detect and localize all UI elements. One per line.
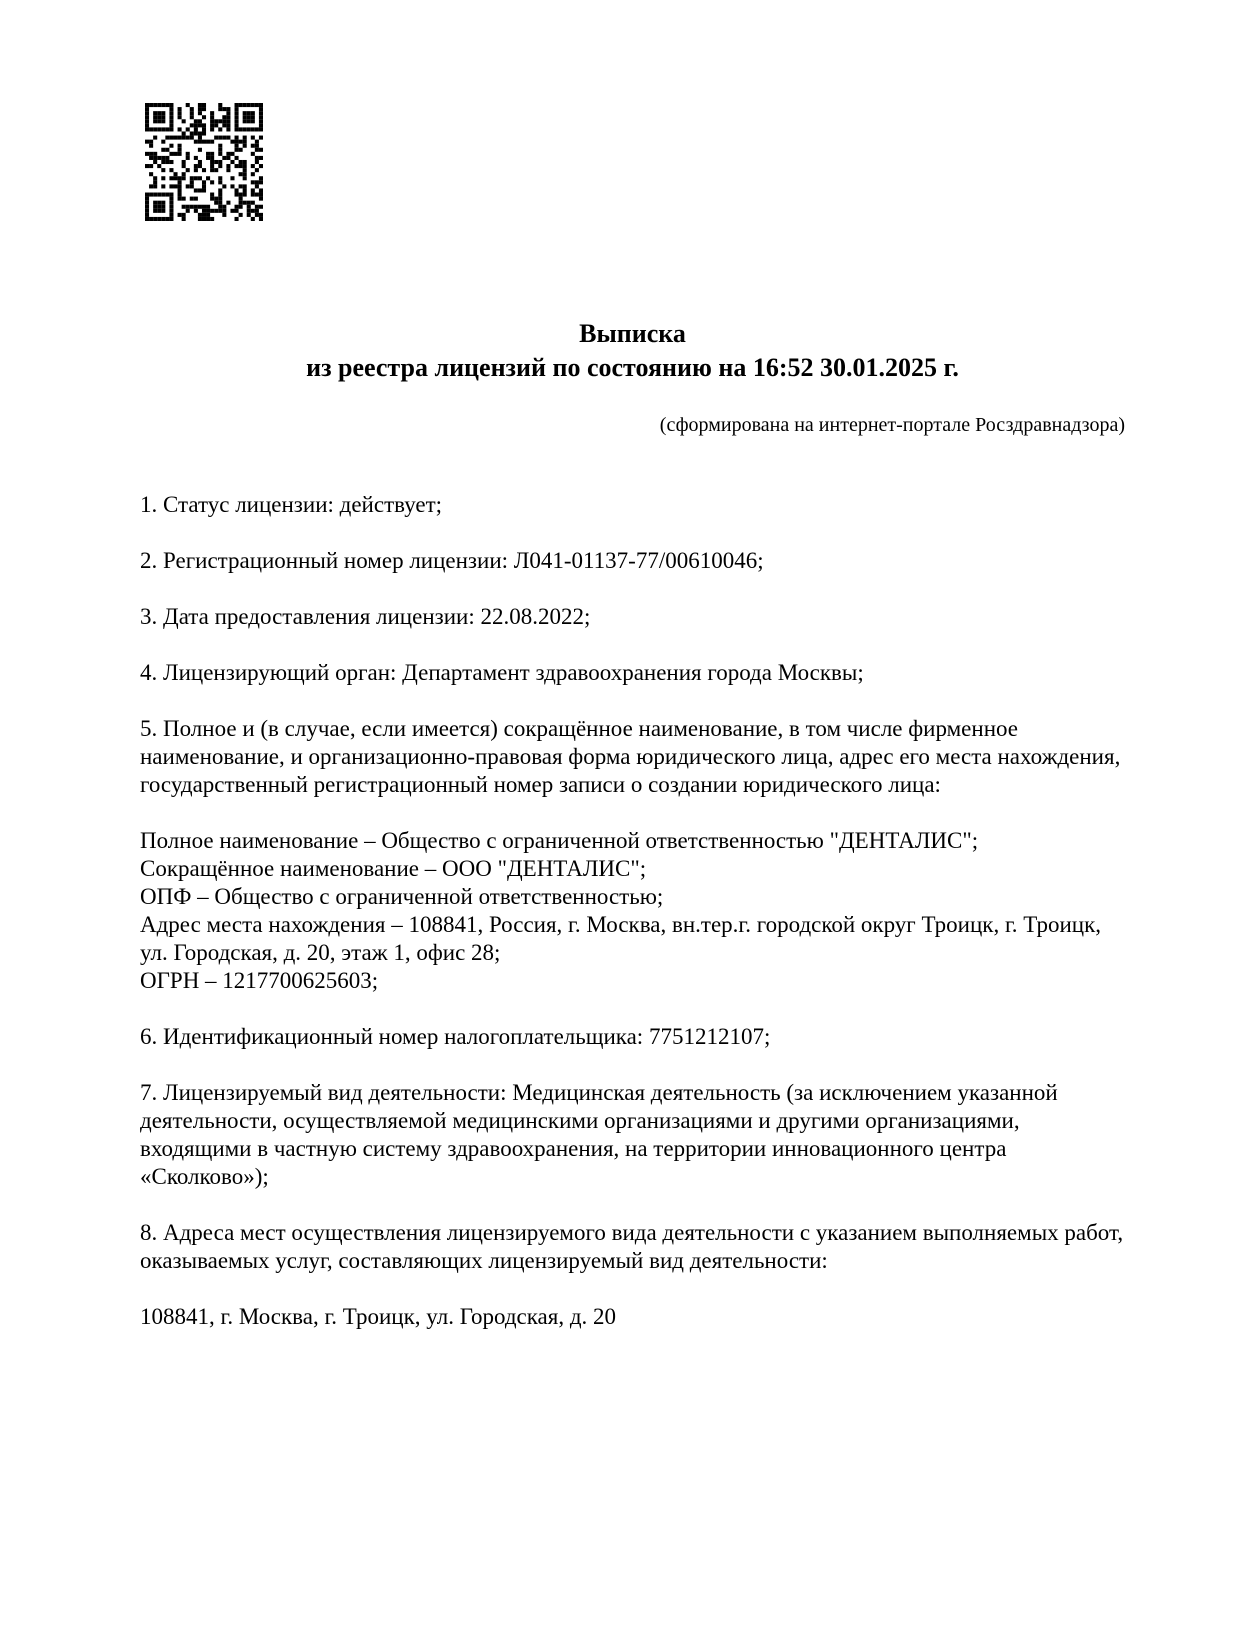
- document-subtitle: (сформирована на интернет-портале Росздравнадзора): [659, 414, 1125, 436]
- paragraph-activity-address: 108841, г. Москва, г. Троицк, ул. Городская, д. 20: [140, 1304, 617, 1329]
- org-short-name-line: Сокращённое наименование – ООО "ДЕНТАЛИС";: [140, 856, 647, 881]
- title-line-1: Выписка: [579, 319, 686, 348]
- paragraph-inn: 6. Идентификационный номер налогоплательщика: 7751212107;: [140, 1024, 771, 1049]
- paragraph-licensed-activity: 7. Лицензируемый вид деятельности: Медицинская деятельность (за исключением указанной деятельности, осуществляемой медицинскими организациями и другими организациями, входящими в частную систему здравоохранения, на территории инновационного центра «Сколково»);: [140, 1080, 1058, 1189]
- paragraph-licensing-authority: 4. Лицензирующий орган: Департамент здравоохранения города Москвы;: [140, 660, 864, 685]
- org-ogrn-line: ОГРН – 1217700625603;: [140, 968, 379, 993]
- org-address-line: Адрес места нахождения – 108841, Россия, г. Москва, вн.тер.г. городской округ Троицк, г. Троицк, ул. Городская, д. 20, этаж 1, офис 28;: [140, 912, 1102, 965]
- page-title: [140, 317, 1125, 385]
- paragraph-license-status: 1. Статус лицензии: действует;: [140, 492, 443, 517]
- title-line-2: из реестра лицензий по состоянию на 16:52 30.01.2025 г.: [306, 353, 959, 382]
- document-body: [140, 491, 1125, 1331]
- paragraph-license-date: 3. Дата предоставления лицензии: 22.08.2022;: [140, 604, 591, 629]
- paragraph-activity-addresses-intro: 8. Адреса мест осуществления лицензируемого вида деятельности с указанием выполняемых работ, оказываемых услуг, составляющих лицензируемый вид деятельности:: [140, 1220, 1124, 1273]
- paragraph-registration-number: 2. Регистрационный номер лицензии: Л041-01137-77/00610046;: [140, 548, 764, 573]
- org-full-name-line: Полное наименование – Общество с ограниченной ответственностью "ДЕНТАЛИС";: [140, 828, 979, 853]
- paragraph-org-name-intro: 5. Полное и (в случае, если имеется) сокращённое наименование, в том числе фирменное наименование, и организационно-правовая форма юридического лица, адрес его места нахождения, государственный регистрационный номер записи о создании юридического лица:: [140, 716, 1121, 797]
- org-details-block: [140, 827, 1125, 995]
- org-legal-form-line: ОПФ – Общество с ограниченной ответственностью;: [140, 884, 664, 909]
- qr-code: [145, 103, 263, 221]
